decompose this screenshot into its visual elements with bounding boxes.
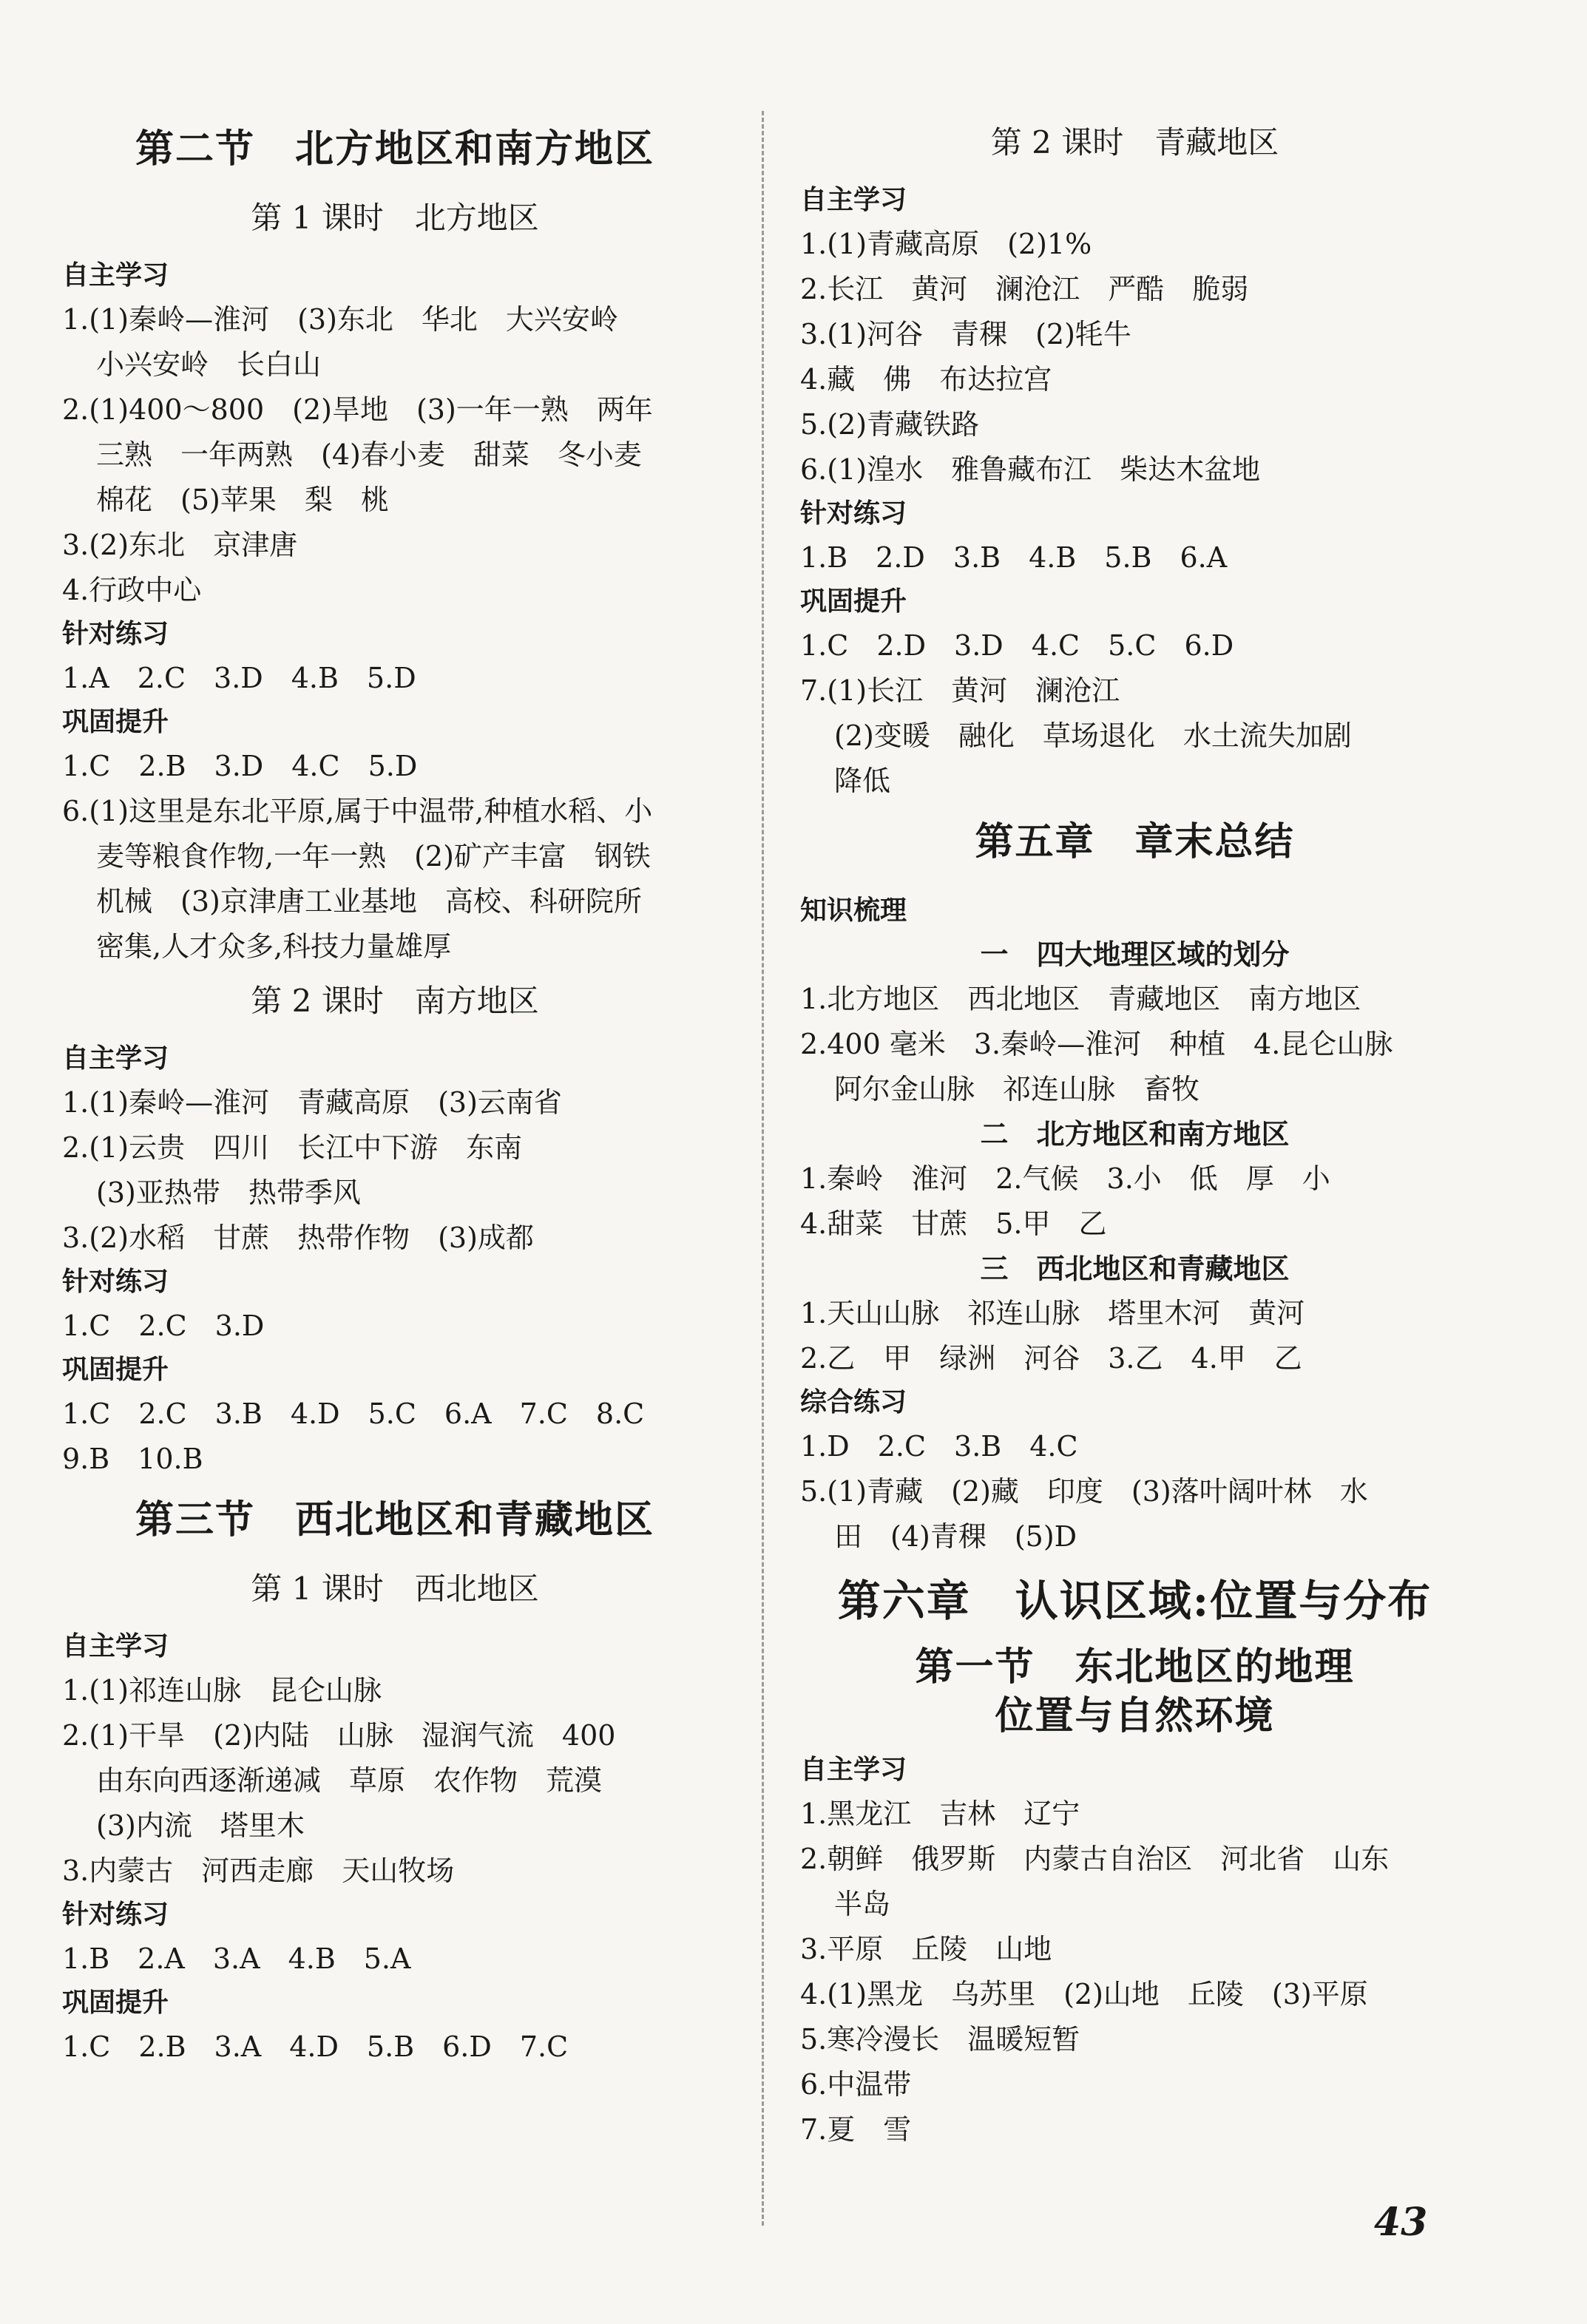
exercise-label: 针对练习 [800,498,907,529]
section-heading: 第一节 东北地区的地理 [915,1644,1355,1690]
answer-line: 5.(2)青藏铁路 [800,408,980,441]
answer-line-cont: 棉花 (5)苹果 梨 桃 [96,484,389,516]
answer-line-cont: 阿尔金山脉 祁连山脉 畜牧 [834,1073,1200,1105]
answer-line-cont: (2)变暖 融化 草场退化 水土流失加剧 [834,719,1352,752]
answer-line: 1.(1)秦岭—淮河 青藏高原 (3)云南省 [62,1086,562,1119]
topic-heading: 二 北方地区和南方地区 [980,1117,1290,1151]
exercise-label: 针对练习 [62,1267,169,1297]
answer-line: 3.(1)河谷 青稞 (2)牦牛 [800,318,1131,350]
answer-line-cont: (3)亚热带 热带季风 [96,1176,361,1209]
answer-line-cont: 三熟 一年两熟 (4)春小麦 甜菜 冬小麦 [96,438,642,471]
exercise-label: 巩固提升 [62,1355,169,1385]
answer-line-cont: 半岛 [834,1888,891,1920]
answer-line-cont: 密集,人才众多,科技力量雄厚 [96,930,452,963]
exercise-label: 知识梳理 [800,895,907,926]
answer-line: 4.(1)黑龙 乌苏里 (2)山地 丘陵 (3)平原 [800,1978,1368,2010]
exercise-label: 针对练习 [62,1900,169,1930]
section-heading: 第五章 章末总结 [975,819,1295,864]
answer-line: 2.(1)干旱 (2)内陆 山脉 湿润气流 400 [62,1719,616,1752]
lesson-heading: 第 2 课时 南方地区 [251,983,539,1019]
column-divider [762,111,764,2226]
exercise-label: 巩固提升 [800,586,907,617]
exercise-label: 自主学习 [62,1631,169,1661]
answer-line: 1.C 2.B 3.D 4.C 5.D [62,750,418,782]
exercise-label: 自主学习 [62,260,169,291]
exercise-label: 巩固提升 [62,707,169,737]
lesson-heading: 第 1 课时 北方地区 [251,200,539,236]
chapter-heading: 第六章 认识区域:位置与分布 [837,1576,1432,1626]
topic-heading: 三 西北地区和青藏地区 [980,1252,1290,1285]
answer-line: 2.(1)400～800 (2)旱地 (3)一年一熟 两年 [62,393,653,426]
answer-line: 2.乙 甲 绿洲 河谷 3.乙 4.甲 乙 [800,1342,1302,1375]
answer-line: 1.C 2.C 3.D [62,1310,265,1342]
lesson-heading: 第 2 课时 青藏地区 [990,124,1279,160]
answer-line: 1.B 2.A 3.A 4.B 5.A [62,1942,411,1975]
answer-line: 2.朝鲜 俄罗斯 内蒙古自治区 河北省 山东 [800,1843,1390,1875]
answer-line: 7.夏 雪 [800,2113,912,2146]
answer-line: 1.C 2.D 3.D 4.C 5.C 6.D [800,629,1234,662]
answer-line: 3.(2)水稻 甘蔗 热带作物 (3)成都 [62,1222,534,1254]
answer-line: 4.藏 佛 布达拉宫 [800,363,1052,396]
left-column [62,111,728,2070]
answer-line-cont: 田 (4)青稞 (5)D [834,1520,1077,1553]
answer-line: 6.(1)湟水 雅鲁藏布江 柴达木盆地 [800,453,1261,486]
answer-line: 4.甜菜 甘蔗 5.甲 乙 [800,1207,1107,1240]
answer-line: 2.长江 黄河 澜沧江 严酷 脆弱 [800,273,1249,305]
right-column [800,111,1469,2152]
exercise-label: 巩固提升 [62,1988,169,2018]
answer-line: 6.(1)这里是东北平原,属于中温带,种植水稻、小 [62,795,653,827]
exercise-label: 综合练习 [800,1387,907,1417]
topic-heading: 一 四大地理区域的划分 [980,938,1290,971]
section-heading-cont: 位置与自然环境 [995,1693,1275,1738]
answer-line: 3.内蒙古 河西走廊 天山牧场 [62,1854,455,1887]
answer-line: 3.(2)东北 京津唐 [62,529,298,561]
answer-line: 2.400 毫米 3.秦岭—淮河 种植 4.昆仑山脉 [800,1028,1393,1060]
lesson-heading: 第 1 课时 西北地区 [251,1571,539,1607]
exercise-label: 自主学习 [62,1043,169,1074]
answer-line-cont: 机械 (3)京津唐工业基地 高校、科研院所 [96,885,642,918]
answer-line: 1.(1)祁连山脉 昆仑山脉 [62,1674,382,1707]
answer-line: 1.黑龙江 吉林 辽宁 [800,1798,1080,1830]
exercise-label: 自主学习 [800,185,907,215]
answer-line: 1.C 2.C 3.B 4.D 5.C 6.A 7.C 8.C [62,1398,645,1430]
answer-line-cont: 降低 [834,765,891,797]
answer-line-cont: 由东向西逐渐递减 草原 农作物 荒漠 [96,1764,603,1797]
answer-line: 2.(1)云贵 四川 长江中下游 东南 [62,1131,523,1164]
answer-line: 4.行政中心 [62,574,202,606]
answer-line-cont: 麦等粮食作物,一年一熟 (2)矿产丰富 钢铁 [96,840,651,873]
answer-line-cont: 小兴安岭 长白山 [96,348,322,381]
section-heading: 第二节 北方地区和南方地区 [135,126,654,172]
exercise-label: 自主学习 [800,1755,907,1785]
answer-line: 1.B 2.D 3.B 4.B 5.B 6.A [800,541,1228,574]
answer-line: 1.北方地区 西北地区 青藏地区 南方地区 [800,983,1361,1015]
answer-line: 3.平原 丘陵 山地 [800,1933,1052,1965]
answer-line: 1.天山山脉 祁连山脉 塔里木河 黄河 [800,1297,1305,1329]
section-heading: 第三节 西北地区和青藏地区 [135,1497,654,1542]
answer-line: 1.D 2.C 3.B 4.C [800,1430,1078,1463]
answer-line: 1.(1)秦岭—淮河 (3)东北 华北 大兴安岭 [62,303,618,336]
answer-line: 5.(1)青藏 (2)藏 印度 (3)落叶阔叶林 水 [800,1475,1368,1508]
answer-line-cont: (3)内流 塔里木 [96,1809,305,1842]
answer-line: 9.B 10.B [62,1443,203,1475]
page-number: 43 [1374,2200,1428,2245]
answer-line: 6.中温带 [800,2068,912,2101]
answer-line: 7.(1)长江 黄河 澜沧江 [800,674,1120,707]
answer-line: 1.A 2.C 3.D 4.B 5.D [62,662,416,694]
answer-line: 5.寒冷漫长 温暖短暂 [800,2023,1080,2056]
answer-line: 1.秦岭 淮河 2.气候 3.小 低 厚 小 [800,1162,1330,1195]
answer-line: 1.(1)青藏高原 (2)1% [800,228,1092,260]
answer-line: 1.C 2.B 3.A 4.D 5.B 6.D 7.C [62,2030,569,2063]
exercise-label: 针对练习 [62,619,169,649]
